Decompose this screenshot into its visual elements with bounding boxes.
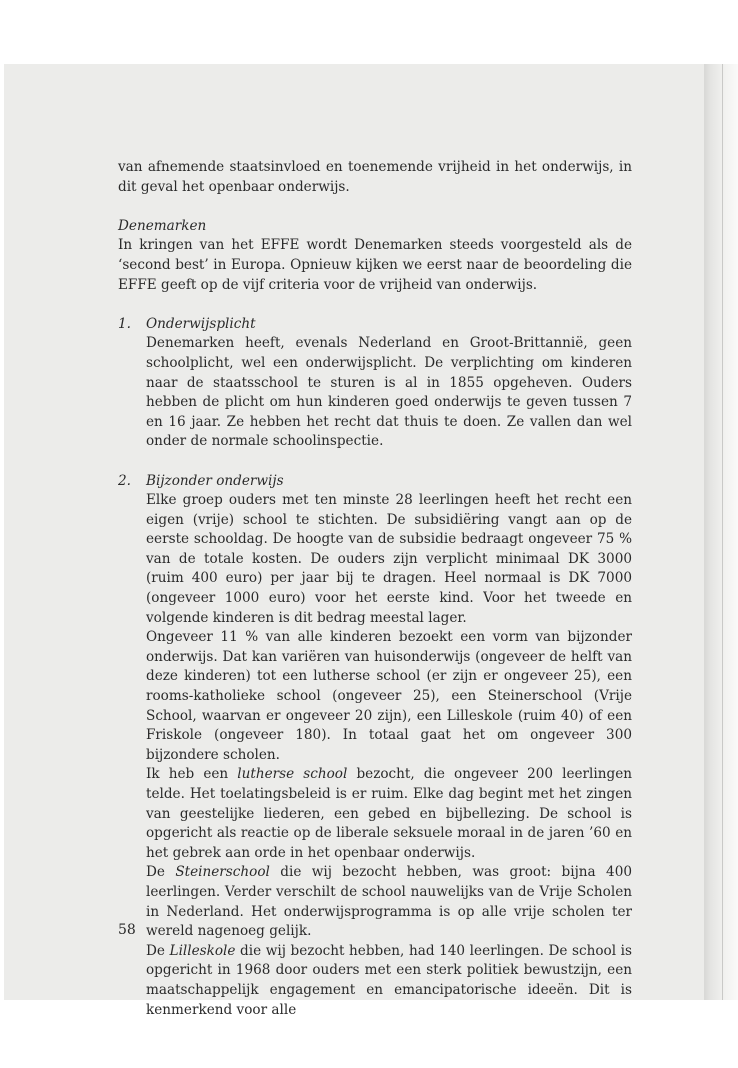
paragraph-steinerschool: De Steinerschool die wij bezocht hebben, was groot: bijna 400 leerlingen. Verder verschilt de school nauwelijks van de Vrije Scholen in Nederland. Het onderwijsprogramma is op alle vrije scholen ter wereld nagenoeg gelijk. bbox=[146, 864, 632, 940]
list-item-onderwijsplicht bbox=[118, 315, 632, 452]
section-heading: Denemarken bbox=[118, 217, 207, 234]
list-item-text: Denemarken heeft, evenals Nederland en Groot-Brittannië, geen schoolplicht, wel een onderwijsplicht. De verplichting om kinderen naar de staatsschool te sturen is al in 1855 opgeheven. Ouders hebben de plicht om hun kinderen goed onderwijs te geven tussen 7 en 16 jaar. Ze hebben het recht dat thuis te doen. Ze vallen dan wel onder de normale schoolinspectie. bbox=[146, 335, 632, 450]
page-body bbox=[118, 158, 632, 1020]
paragraph-percentages: Ongeveer 11 % van alle kinderen bezoekt een vorm van bijzonder onderwijs. Dat kan variëren van huisonderwijs (ongeveer de helft van deze kinderen) tot een lutherse school (er zijn er ongeveer 25), een rooms-katholieke school (ongeveer 25), een Steinerschool (Vrije School, waarvan er ongeveer 20 zijn), een Lilleskole (ruim 40) of een Friskole (ongeveer 180). In totaal gaat het om ongeveer 300 bijzondere scholen. bbox=[146, 629, 632, 763]
paragraph-lutherse-school: Ik heb een lutherse school bezocht, die ongeveer 200 leerlingen telde. Het toelatingsbeleid is er ruim. Elke dag begint met het zingen van geestelijke liederen, een gebed en bijbellezing. De school is opgericht als reactie op de liberale seksuele moraal in de jaren ’60 en het gebrek aan orde in het openbaar onderwijs. bbox=[146, 766, 633, 861]
list-item-bijzonder-onderwijs bbox=[118, 472, 632, 1021]
page-number: 58 bbox=[118, 922, 136, 938]
paragraph-subsidie: Elke groep ouders met ten minste 28 leerlingen heeft het recht een eigen (vrije) school te stichten. De subsidiëring vangt aan op de eerste schooldag. De hoogte van de subsidie bedraagt ongeveer 75 % van de totale kosten. De ouders zijn verplicht minimaal DK 3000 (ruim 400 euro) per jaar bij te dragen. Heel normaal is DK 7000 (ongeveer 1000 euro) voor het eerste kind. Voor het tweede en volgende kinderen is dit bedrag meestal lager. bbox=[146, 492, 632, 626]
intro-paragraph: van afnemende staatsinvloed en toenemende vrijheid in het onderwijs, in dit geval het openbaar onderwijs. bbox=[118, 159, 632, 195]
paragraph-lilleskole: De Lilleskole die wij bezocht hebben, had 140 leerlingen. De school is opgericht in 1968 door ouders met een sterk politiek bewustzijn, een maatschappelijk engagement en emancipatorische ideeën. Dit is kenmerkend voor alle bbox=[146, 942, 633, 1018]
section-intro-paragraph: In kringen van het EFFE wordt Denemarken steeds voorgesteld als de ‘second best’ in Europa. Opnieuw kijken we eerst naar de beoordeling die EFFE geeft op de vijf criteria voor de vrijheid van onderwijs. bbox=[118, 237, 632, 293]
list-item-title: Bijzonder onderwijs bbox=[146, 472, 284, 489]
list-item-number: 1. bbox=[118, 315, 131, 332]
page-edge-shadow bbox=[704, 64, 738, 1000]
page-edge-line bbox=[722, 64, 723, 1000]
list-item-number: 2. bbox=[118, 472, 131, 489]
scan-margin-top bbox=[0, 0, 738, 64]
list-item-title: Onderwijsplicht bbox=[146, 315, 256, 332]
